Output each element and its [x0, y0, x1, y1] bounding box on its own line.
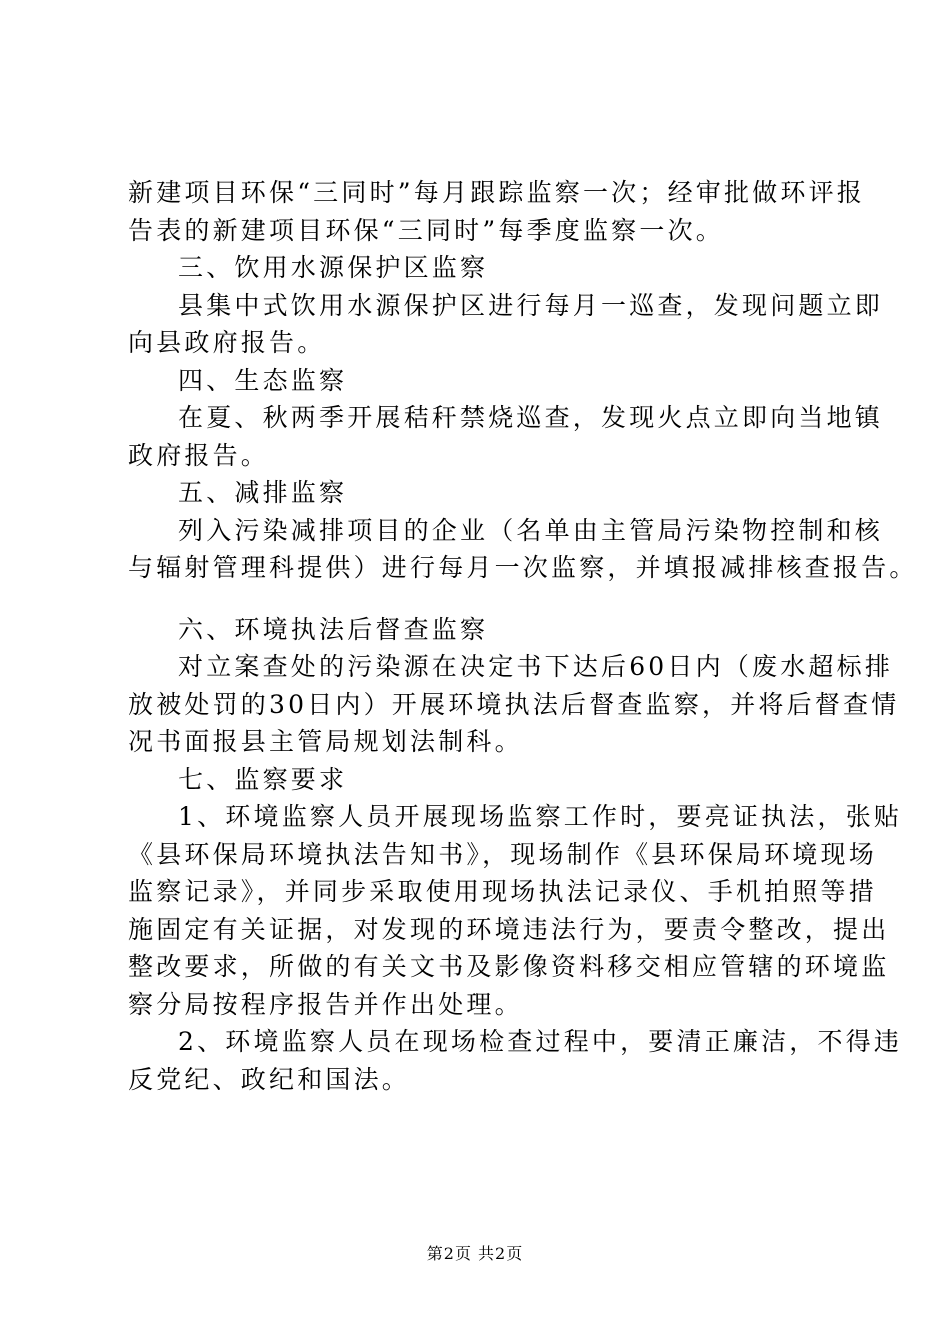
page-number: 第2页 共2页	[426, 1244, 524, 1263]
paragraph-gap	[128, 587, 838, 611]
paragraph-line: 施固定有关证据，对发现的环境违法行为，要责令整改，提出	[128, 914, 890, 944]
paragraph-line: 监察记录》，并同步采取使用现场执法记录仪、手机拍照等措	[128, 877, 877, 906]
paragraph-line: 察分局按程序报告并作出处理。	[128, 989, 523, 1019]
document-body	[128, 174, 918, 1098]
paragraph-line: 新建项目环保“三同时”每月跟踪监察一次；经审批做环评报	[128, 178, 865, 207]
section-heading-6: 六、环境执法后督查监察	[178, 614, 489, 644]
paragraph-line: 1、环境监察人员开展现场监察工作时，要亮证执法，张贴	[178, 802, 903, 831]
paragraph-line: 况书面报县主管局规划法制科。	[128, 727, 523, 756]
paragraph-line: 向县政府报告。	[128, 328, 326, 357]
paragraph-line: 对立案查处的污染源在决定书下达后60日内（废水超标排	[178, 652, 894, 681]
paragraph-line: 与辐射管理科提供）进行每月一次监察，并填报减排核查报告。	[128, 553, 918, 582]
section-heading-7: 七、监察要求	[178, 764, 348, 794]
paragraph-line: 县集中式饮用水源保护区进行每月一巡查，发现问题立即	[178, 290, 884, 320]
paragraph-line: 在夏、秋两季开展秸秆禁烧巡查，发现火点立即向当地镇	[178, 403, 884, 432]
paragraph-line: 列入污染减排项目的企业（名单由主管局污染物控制和核	[178, 515, 884, 545]
section-heading-5: 五、减排监察	[178, 478, 348, 507]
paragraph-line: 整改要求，所做的有关文书及影像资料移交相应管辖的环境监	[128, 952, 890, 981]
paragraph-line: 告表的新建项目环保“三同时”每季度监察一次。	[128, 215, 724, 245]
paragraph-line: 政府报告。	[128, 440, 270, 470]
paragraph-line: 反党纪、政纪和国法。	[128, 1064, 411, 1094]
section-heading-4: 四、生态监察	[178, 365, 348, 395]
section-heading-3: 三、饮用水源保护区监察	[178, 253, 489, 282]
paragraph-line: 《县环保局环境执法告知书》，现场制作《县环保局环境现场	[128, 839, 877, 869]
paragraph-line: 放被处罚的30日内）开展环境执法后督查监察，并将后督查情	[128, 689, 900, 719]
paragraph-line: 2、环境监察人员在现场检查过程中，要清正廉洁，不得违	[178, 1027, 903, 1056]
